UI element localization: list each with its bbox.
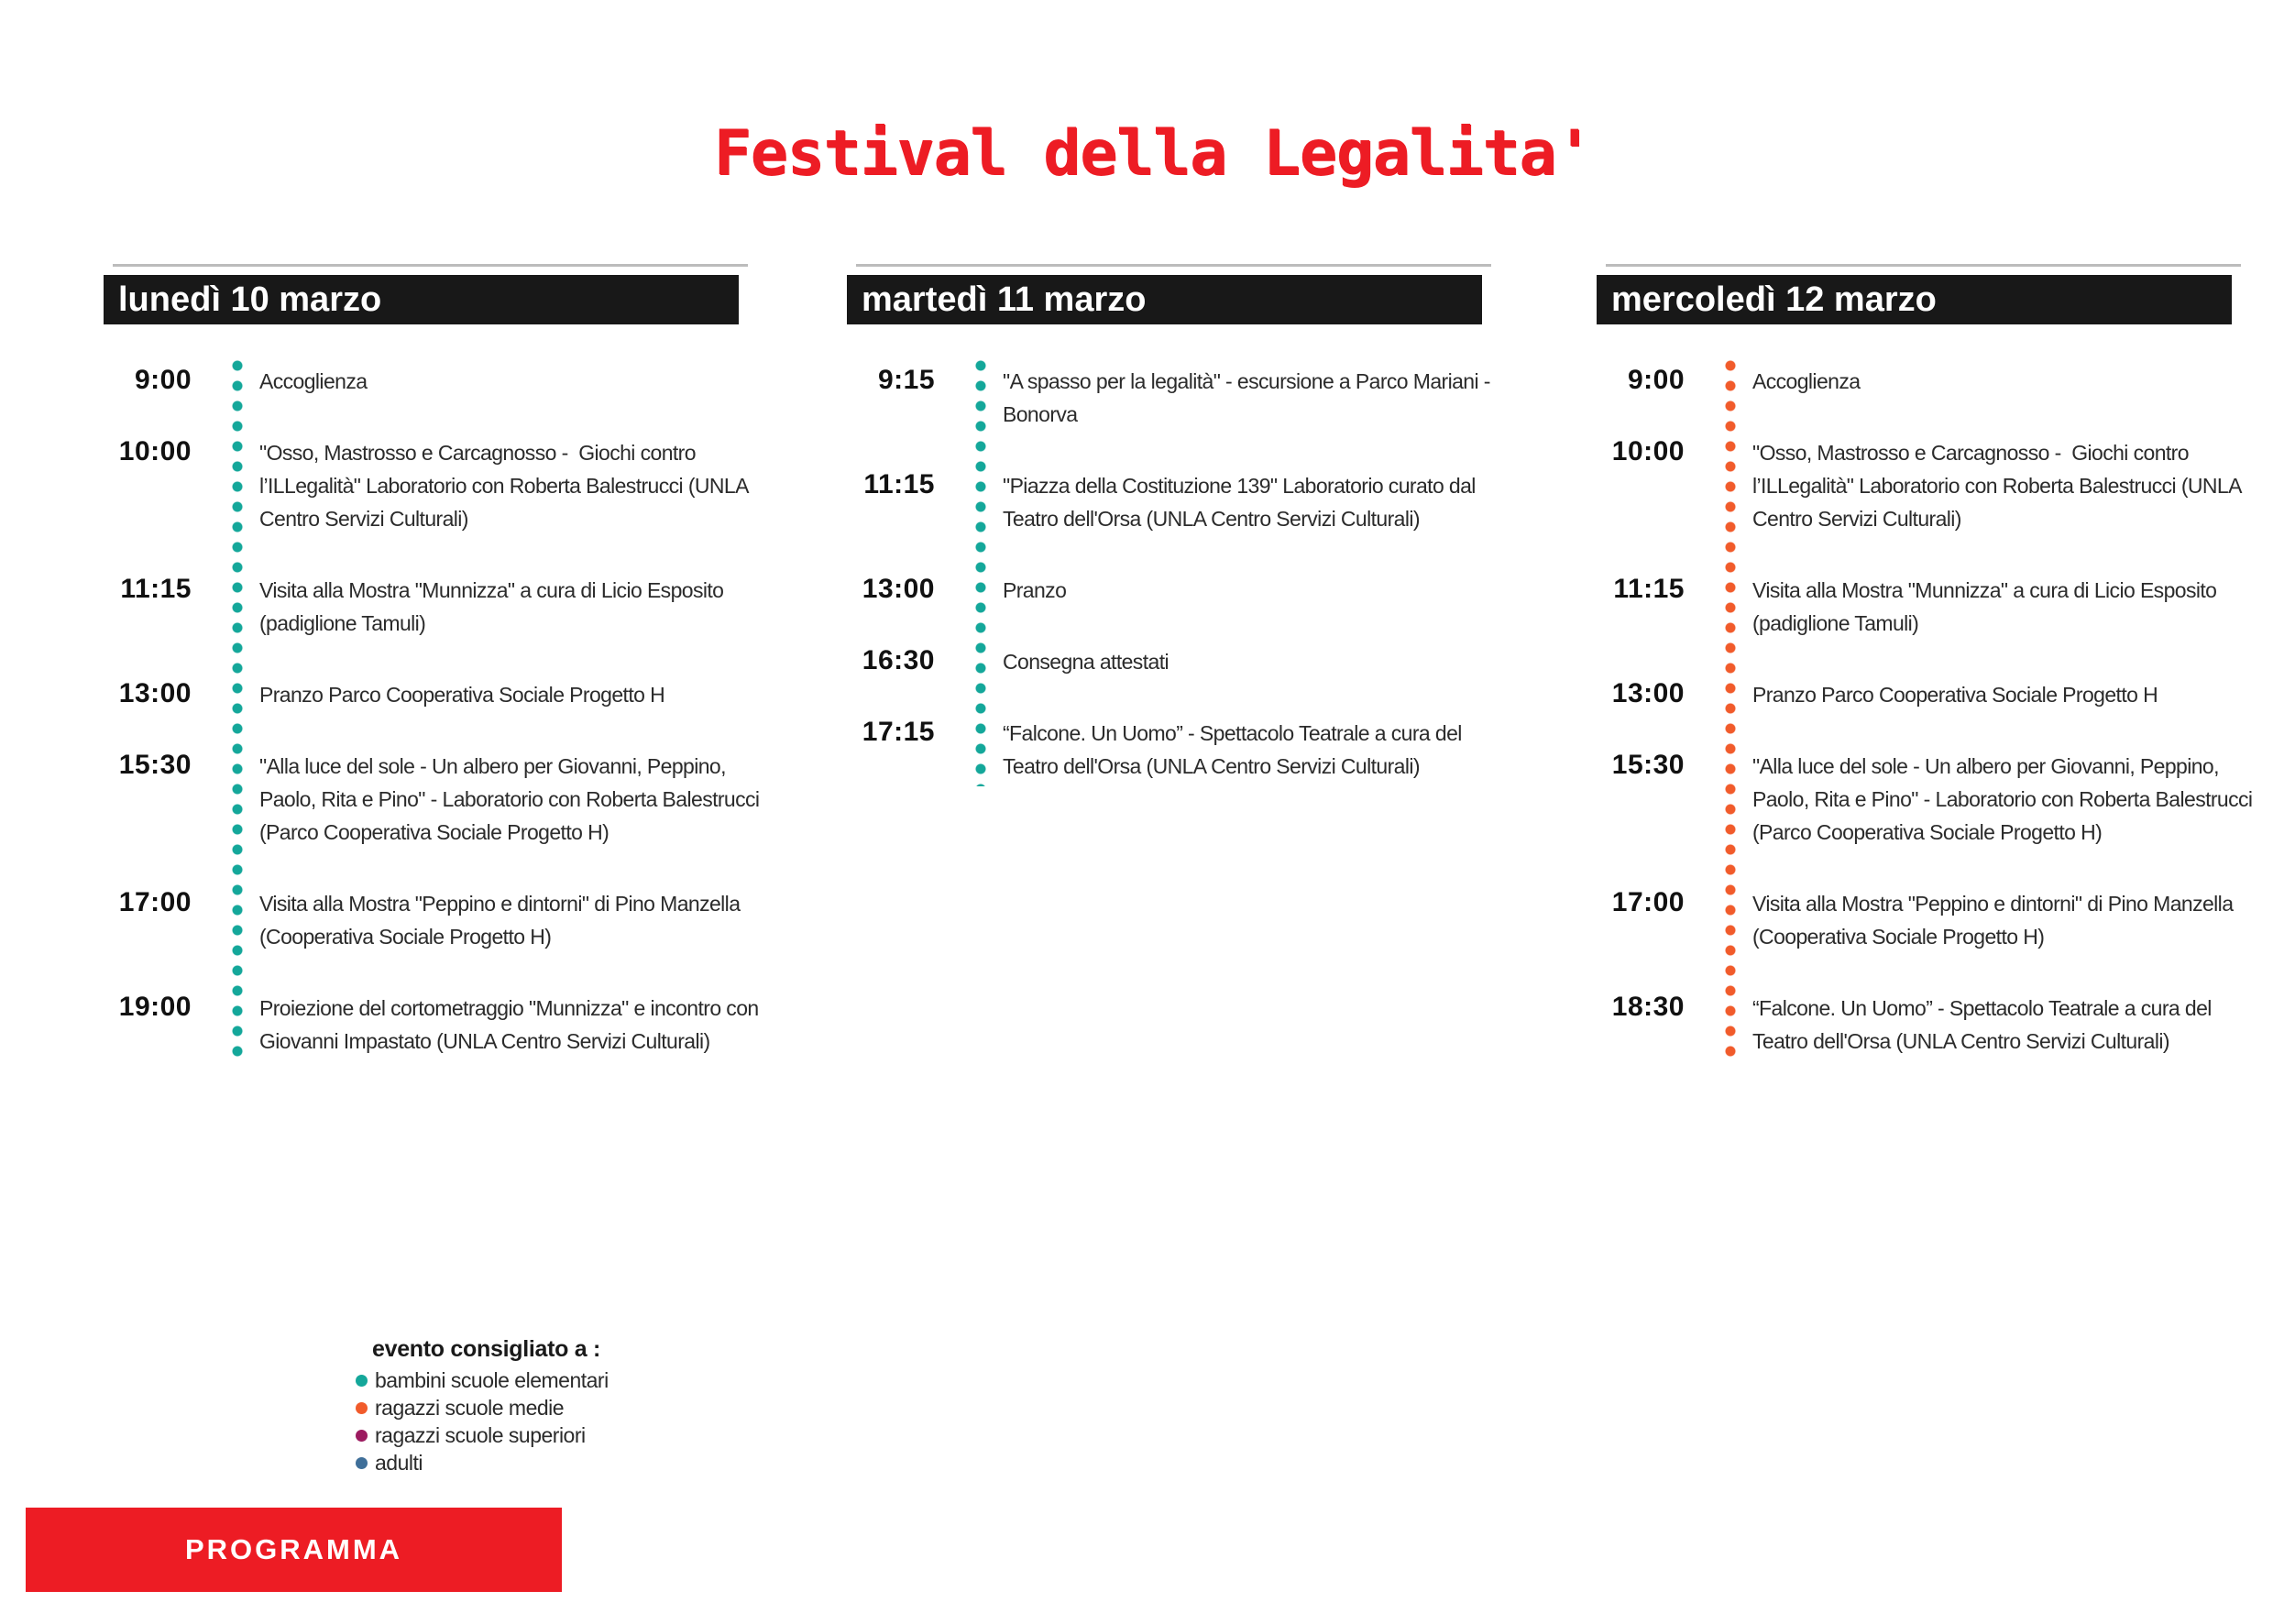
event-row <box>1597 887 2239 953</box>
event-description: Pranzo <box>1003 578 1067 602</box>
event-row <box>847 574 1482 607</box>
event-description: "Osso, Mastrosso e Carcagnosso - Giochi contro l’ILLegalità" Laboratorio con Roberta Balestrucci (UNLA Centro Servizi Culturali) <box>259 441 753 531</box>
event-row <box>1597 365 2232 398</box>
column-top-rule <box>113 264 748 267</box>
event-time: 9:15 <box>877 365 935 395</box>
day-column-martedi <box>847 264 1496 783</box>
day-column-lunedi <box>104 264 765 1058</box>
blue-dot-icon <box>356 1457 368 1469</box>
legend-item <box>356 1366 609 1394</box>
programma-banner <box>26 1508 562 1592</box>
event-time: 19:00 <box>118 992 192 1022</box>
event-time: 17:00 <box>118 887 192 917</box>
event-time: 10:00 <box>1611 436 1685 466</box>
event-description: "A spasso per la legalità" - escursione a Parco Mariani - Bonorva <box>1003 369 1496 426</box>
event-description: "Alla luce del sole - Un albero per Giovanni, Peppino, Paolo, Rita e Pino" - Laboratorio con Roberta Balestrucci (Parco Cooperativa Sociale Progetto H) <box>259 754 765 844</box>
event-row <box>847 469 1482 535</box>
event-time: 15:30 <box>1611 750 1685 780</box>
event-row <box>104 887 746 953</box>
event-description: Accoglienza <box>259 369 368 393</box>
day-header: lunedì 10 marzo <box>104 275 739 324</box>
day-header: mercoledì 12 marzo <box>1597 275 2232 324</box>
event-row <box>104 436 753 535</box>
column-top-rule <box>856 264 1491 267</box>
event-row <box>847 717 1482 783</box>
event-time: 9:00 <box>134 365 192 395</box>
event-description: Visita alla Mostra "Peppino e dintorni" di Pino Manzella (Cooperativa Sociale Progetto H) <box>1752 892 2239 949</box>
event-time: 13:00 <box>1611 678 1685 708</box>
event-description: "Alla luce del sole - Un albero per Giovanni, Peppino, Paolo, Rita e Pino" - Laboratorio con Roberta Balestrucci (Parco Cooperativa Sociale Progetto H) <box>1752 754 2258 844</box>
event-time: 13:00 <box>862 574 935 604</box>
event-time: 17:00 <box>1611 887 1685 917</box>
event-description: "Osso, Mastrosso e Carcagnosso - Giochi contro l’ILLegalità" Laboratorio con Roberta Balestrucci (UNLA Centro Servizi Culturali) <box>1752 441 2246 531</box>
orange-dot-icon <box>356 1402 368 1414</box>
page-title: Festival della Legalita' <box>713 117 1593 190</box>
event-row <box>847 365 1496 431</box>
dotted-timeline <box>232 356 243 1061</box>
teal-dot-icon <box>356 1375 368 1387</box>
event-description: Consegna attestati <box>1003 650 1169 674</box>
purple-dot-icon <box>356 1430 368 1442</box>
event-description: "Piazza della Costituzione 139" Laboratorio curato dal Teatro dell'Orsa (UNLA Centro Servizi Culturali) <box>1003 474 1481 531</box>
legend-label: adulti <box>375 1450 423 1475</box>
dotted-timeline <box>1725 356 1736 1061</box>
legend-item <box>356 1421 609 1449</box>
day-column-mercoledi <box>1597 264 2258 1058</box>
event-row <box>104 678 739 711</box>
event-time: 13:00 <box>118 678 192 708</box>
event-time: 18:30 <box>1611 992 1685 1022</box>
event-description: Visita alla Mostra "Munnizza" a cura di Licio Esposito (padiglione Tamuli) <box>259 578 730 635</box>
programma-label: PROGRAMMA <box>184 1533 403 1565</box>
event-row <box>1597 750 2258 849</box>
event-description: Pranzo Parco Cooperativa Sociale Progetto H <box>1752 683 2158 707</box>
events-list <box>104 365 765 1058</box>
legend-item <box>356 1449 609 1476</box>
event-row <box>847 645 1482 678</box>
day-header: martedì 11 marzo <box>847 275 1482 324</box>
event-description: Accoglienza <box>1752 369 1861 393</box>
column-top-rule <box>1606 264 2241 267</box>
event-time: 9:00 <box>1627 365 1685 395</box>
event-time: 15:30 <box>118 750 192 780</box>
events-list <box>1597 365 2258 1058</box>
legend-label: ragazzi scuole superiori <box>375 1422 586 1447</box>
events-list <box>847 365 1496 783</box>
event-description: “Falcone. Un Uomo” - Spettacolo Teatrale a cura del Teatro dell'Orsa (UNLA Centro Servizi Culturali) <box>1752 996 2217 1053</box>
event-row <box>104 992 764 1058</box>
event-time: 10:00 <box>118 436 192 466</box>
legend-title: evento consigliato a : <box>372 1336 601 1362</box>
event-row <box>104 750 765 849</box>
event-description: Pranzo Parco Cooperativa Sociale Progetto H <box>259 683 665 707</box>
event-description: Visita alla Mostra "Peppino e dintorni" di Pino Manzella (Cooperativa Sociale Progetto H) <box>259 892 746 949</box>
legend-label: bambini scuole elementari <box>375 1367 609 1392</box>
event-time: 11:15 <box>863 469 935 499</box>
event-time: 11:15 <box>120 574 192 604</box>
event-row <box>104 574 739 640</box>
event-row <box>104 365 739 398</box>
dotted-timeline <box>975 356 986 786</box>
legend-label: ragazzi scuole medie <box>375 1395 565 1420</box>
event-time: 17:15 <box>862 717 935 747</box>
event-description: Visita alla Mostra "Munnizza" a cura di Licio Esposito (padiglione Tamuli) <box>1752 578 2223 635</box>
event-row <box>1597 436 2246 535</box>
event-description: “Falcone. Un Uomo” - Spettacolo Teatrale a cura del Teatro dell'Orsa (UNLA Centro Servizi Culturali) <box>1003 721 1467 778</box>
audience-legend <box>356 1336 609 1476</box>
event-description: Proiezione del cortometraggio "Munnizza" e incontro con Giovanni Impastato (UNLA Centro Servizi Culturali) <box>259 996 764 1053</box>
event-time: 11:15 <box>1613 574 1685 604</box>
legend-item <box>356 1394 609 1421</box>
event-row <box>1597 992 2232 1058</box>
event-row <box>1597 574 2232 640</box>
event-time: 16:30 <box>862 645 935 675</box>
event-row <box>1597 678 2232 711</box>
